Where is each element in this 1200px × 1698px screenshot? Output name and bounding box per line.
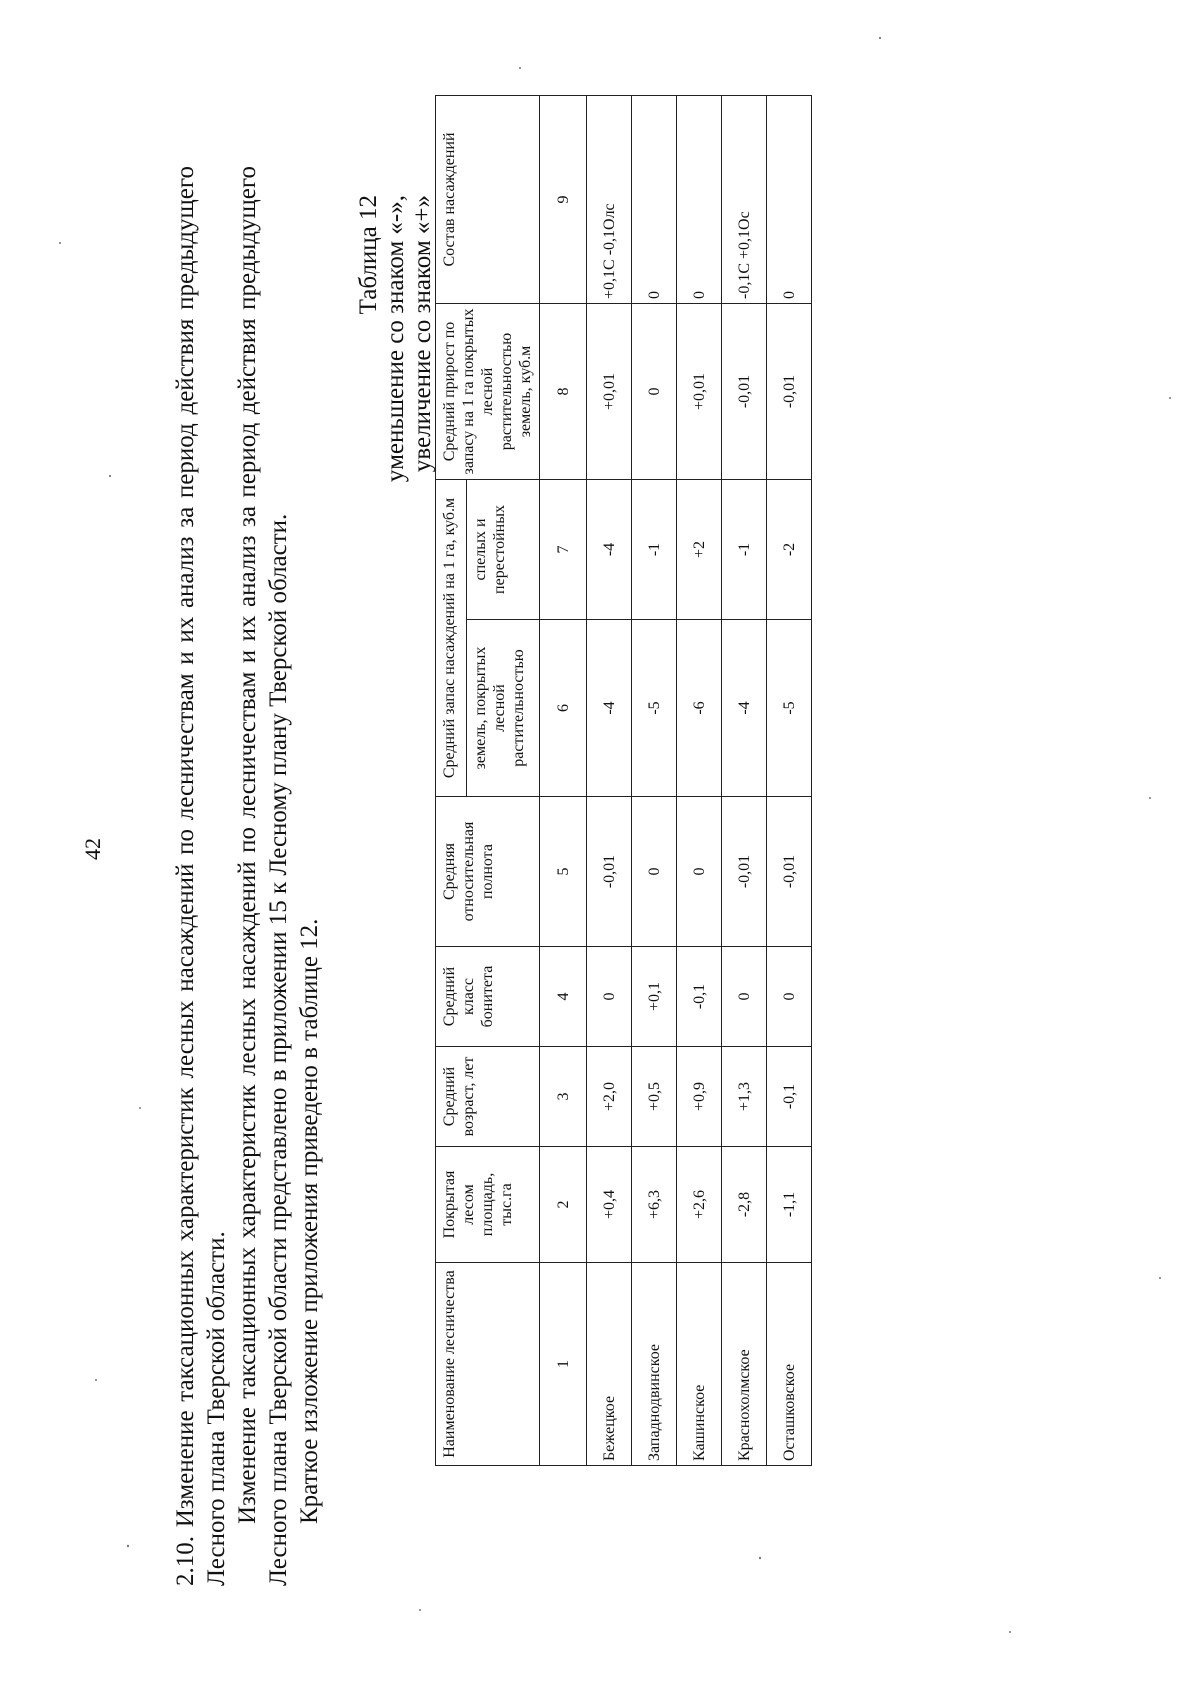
table-row [587, 96, 632, 1466]
age-change: -0,1 [767, 1047, 812, 1147]
stock-covered-change: -4 [722, 620, 767, 797]
area-change: -2,8 [722, 1147, 767, 1263]
table-note-decrease: уменьшение со знаком «-», [382, 195, 409, 483]
header-density: Средняя относительная полнота [436, 797, 540, 947]
table-row [722, 96, 767, 1466]
bonitet-change: 0 [767, 947, 812, 1047]
bonitet-change: +0,1 [632, 947, 677, 1047]
forestry-name: Западнодвинское [632, 1263, 677, 1466]
table-row [677, 96, 722, 1466]
header-stock-covered: земель, покрытых лесной растительностью [466, 620, 539, 797]
stock-mature-change: -1 [722, 480, 767, 620]
column-number: 4 [540, 947, 587, 1047]
header-stock-group: Средний запас насаждений на 1 га, куб.м [436, 480, 467, 797]
density-change: 0 [632, 797, 677, 947]
column-number: 8 [540, 304, 587, 480]
age-change: +2,0 [587, 1047, 632, 1147]
growth-change: -0,01 [722, 304, 767, 480]
composition-change: +0,1С -0,1Олс [587, 96, 632, 304]
density-change: -0,01 [587, 797, 632, 947]
area-change: +6,3 [632, 1147, 677, 1263]
stock-mature-change: -2 [767, 480, 812, 620]
density-change: 0 [677, 797, 722, 947]
header-age: Средний возраст, лет [436, 1047, 540, 1147]
growth-change: -0,01 [767, 304, 812, 480]
forestry-name: Бежецкое [587, 1263, 632, 1466]
bonitet-change: 0 [587, 947, 632, 1047]
header-growth: Средний прирост по запасу на 1 га покрытых лесной растительностью земель, куб.м [436, 304, 540, 480]
forestry-changes-table [435, 95, 812, 1466]
forestry-name: Осташковское [767, 1263, 812, 1466]
stock-mature-change: -1 [632, 480, 677, 620]
density-change: -0,01 [767, 797, 812, 947]
area-change: +2,6 [677, 1147, 722, 1263]
column-number: 7 [540, 480, 587, 620]
header-name: Наименование лесничества [436, 1263, 540, 1466]
stock-covered-change: -5 [767, 620, 812, 797]
stock-mature-change: -4 [587, 480, 632, 620]
stock-covered-change: -6 [677, 620, 722, 797]
table-caption: Таблица 12 [355, 195, 382, 315]
bonitet-change: -0,1 [677, 947, 722, 1047]
header-row-1 [436, 96, 467, 1466]
density-change: -0,01 [722, 797, 767, 947]
table-row [632, 96, 677, 1466]
column-number: 3 [540, 1047, 587, 1147]
column-number: 5 [540, 797, 587, 947]
table-body [540, 96, 812, 1466]
forestry-name: Кашинское [677, 1263, 722, 1466]
age-change: +0,5 [632, 1047, 677, 1147]
age-change: +0,9 [677, 1047, 722, 1147]
column-number: 1 [540, 1263, 587, 1466]
composition-change: 0 [677, 96, 722, 304]
age-change: +1,3 [722, 1047, 767, 1147]
paragraph-1: Изменение таксационных характеристик лесных насаждений по лесничествам и их анализ за период действия предыдущего Лесного плана Тверской области представлено в приложении 15 к Лесному плану Тверской области. [234, 166, 292, 1586]
growth-change: 0 [632, 304, 677, 480]
stock-covered-change: -4 [587, 620, 632, 797]
composition-change: 0 [767, 96, 812, 304]
bonitet-change: 0 [722, 947, 767, 1047]
table-note-increase: увеличение со знаком «+» [409, 195, 436, 473]
header-stock-mature: спелых и перестойных [466, 480, 539, 620]
header-bonitet: Средний класс бонитета [436, 947, 540, 1047]
area-change: -1,1 [767, 1147, 812, 1263]
section-heading: 2.10. Изменение таксационных характеристик лесных насаждений по лесничествам и их анализ за период действия предыдущего Лесного плана Тверской области. [172, 166, 230, 1586]
column-number: 9 [540, 96, 587, 304]
body-text [170, 166, 325, 1586]
stock-covered-change: -5 [632, 620, 677, 797]
growth-change: +0,01 [587, 304, 632, 480]
column-number-row [540, 96, 587, 1466]
header-composition: Состав насаждений [436, 96, 540, 304]
header-area: Покрытая лесом площадь, тыс.га [436, 1147, 540, 1263]
growth-change: +0,01 [677, 304, 722, 480]
composition-change: 0 [632, 96, 677, 304]
stock-mature-change: +2 [677, 480, 722, 620]
paragraph-2: Краткое изложение приложения приведено в таблице 12. [296, 918, 323, 1524]
page-number: 42 [80, 838, 105, 860]
table-row [767, 96, 812, 1466]
column-number: 2 [540, 1147, 587, 1263]
area-change: +0,4 [587, 1147, 632, 1263]
column-number: 6 [540, 620, 587, 797]
composition-change: -0,1С +0,1Ос [722, 96, 767, 304]
forestry-name: Краснохолмское [722, 1263, 767, 1466]
table-title-block [355, 195, 436, 482]
